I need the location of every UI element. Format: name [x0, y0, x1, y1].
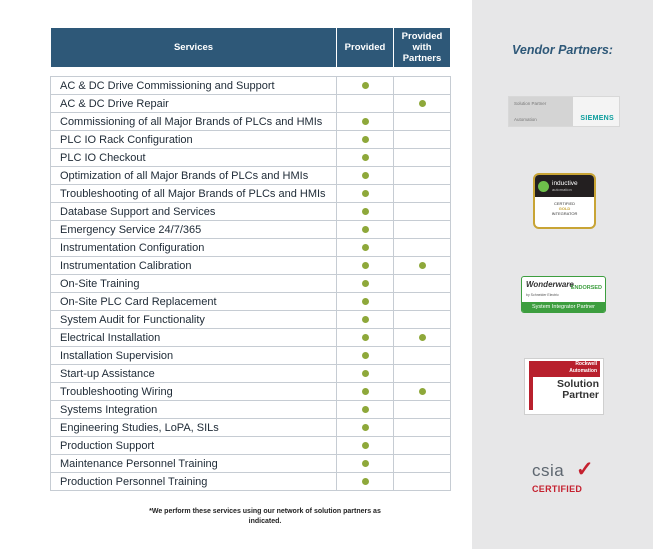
inductive-level: GOLD [558, 206, 571, 211]
service-name: Instrumentation Configuration [51, 239, 337, 257]
siemens-line1: Solution Partner [514, 101, 547, 106]
inductive-role: INTEGRATOR [551, 211, 578, 216]
provided-dot-icon [362, 190, 369, 197]
service-name: Optimization of all Major Brands of PLCs and HMIs [51, 167, 337, 185]
service-name: Engineering Studies, LoPA, SILs [51, 419, 337, 437]
service-name: AC & DC Drive Repair [51, 95, 337, 113]
inductive-brand: inductive [552, 180, 578, 187]
table-row [51, 167, 451, 185]
provided-cell [337, 401, 394, 419]
provided-cell [337, 329, 394, 347]
provided-cell [337, 113, 394, 131]
service-name: Commissioning of all Major Brands of PLCs and HMIs [51, 113, 337, 131]
csia-word: csia [532, 461, 565, 480]
siemens-logo [508, 96, 620, 127]
provided-cell [337, 473, 394, 491]
provided-dot-icon [362, 154, 369, 161]
provided-cell [337, 365, 394, 383]
csia-logo [532, 458, 594, 497]
service-name: On-Site PLC Card Replacement [51, 293, 337, 311]
service-name: Database Support and Services [51, 203, 337, 221]
service-name: On-Site Training [51, 275, 337, 293]
partners-cell [394, 311, 451, 329]
service-name: System Audit for Functionality [51, 311, 337, 329]
provided-dot-icon [362, 136, 369, 143]
partners-cell [394, 77, 451, 95]
service-name: Production Personnel Training [51, 473, 337, 491]
provided-dot-icon [362, 226, 369, 233]
table-row [51, 347, 451, 365]
service-name: Troubleshooting Wiring [51, 383, 337, 401]
inductive-sub: automation [552, 187, 572, 192]
provided-dot-icon [362, 82, 369, 89]
provided-dot-icon [362, 352, 369, 359]
wonderware-brand: Wonderware [526, 280, 574, 289]
csia-certified: CERTIFIED [532, 484, 583, 494]
provided-cell [337, 185, 394, 203]
provided-cell [337, 455, 394, 473]
wonderware-endorsed: ENDORSED [570, 285, 602, 291]
partners-cell [394, 473, 451, 491]
table-row [51, 419, 451, 437]
table-row [51, 437, 451, 455]
inductive-cert [535, 201, 594, 216]
gear-icon [538, 181, 549, 192]
vendor-partners-title: Vendor Partners: [512, 43, 613, 57]
provided-cell [337, 239, 394, 257]
rockwell-solution-partner [525, 379, 599, 401]
partners-cell [394, 113, 451, 131]
provided-cell [337, 383, 394, 401]
service-name: Electrical Installation [51, 329, 337, 347]
table-row [51, 383, 451, 401]
table-row [51, 221, 451, 239]
provided-cell [337, 95, 394, 113]
partners-cell [394, 383, 451, 401]
services-table [50, 27, 451, 491]
partners-cell [394, 239, 451, 257]
service-name: Instrumentation Calibration [51, 257, 337, 275]
header-services: Services [51, 28, 337, 68]
provided-cell [337, 77, 394, 95]
footnote: *We perform these services using our network of solution partners as indicated. [149, 508, 381, 525]
partners-cell [394, 203, 451, 221]
inductive-automation-logo [533, 173, 596, 229]
table-row [51, 293, 451, 311]
service-name: Troubleshooting of all Major Brands of PLCs and HMIs [51, 185, 337, 203]
partners-dot-icon [419, 388, 426, 395]
service-name: Emergency Service 24/7/365 [51, 221, 337, 239]
provided-dot-icon [362, 208, 369, 215]
header-provided: Provided [337, 28, 394, 68]
partners-cell [394, 257, 451, 275]
siemens-line2: Automation [514, 117, 537, 122]
provided-cell [337, 131, 394, 149]
provided-dot-icon [362, 442, 369, 449]
table-row [51, 203, 451, 221]
provided-dot-icon [362, 244, 369, 251]
siemens-brand: SIEMENS [580, 115, 614, 122]
table-row [51, 455, 451, 473]
provided-dot-icon [362, 172, 369, 179]
service-name: Maintenance Personnel Training [51, 455, 337, 473]
provided-cell [337, 221, 394, 239]
provided-dot-icon [362, 388, 369, 395]
table-row [51, 311, 451, 329]
provided-dot-icon [362, 424, 369, 431]
table-row [51, 401, 451, 419]
provided-dot-icon [362, 460, 369, 467]
header-provided-with-partners [394, 28, 451, 68]
service-name: Systems Integration [51, 401, 337, 419]
service-name: Start-up Assistance [51, 365, 337, 383]
header-partners-text: Provided with Partners [401, 31, 443, 64]
provided-cell [337, 257, 394, 275]
partners-dot-icon [419, 334, 426, 341]
partners-dot-icon [419, 262, 426, 269]
table-row [51, 275, 451, 293]
partners-cell [394, 329, 451, 347]
provided-dot-icon [362, 280, 369, 287]
inductive-header [535, 175, 594, 197]
provided-dot-icon [362, 118, 369, 125]
rockwell-partner: Partner [562, 389, 599, 401]
table-row [51, 239, 451, 257]
partners-cell [394, 419, 451, 437]
rockwell-band [529, 361, 600, 377]
table-header-row [51, 28, 451, 68]
wonderware-bar: System Integrator Partner [522, 302, 605, 312]
partners-dot-icon [419, 100, 426, 107]
service-name: Production Support [51, 437, 337, 455]
provided-cell [337, 149, 394, 167]
partners-cell [394, 95, 451, 113]
provided-cell [337, 293, 394, 311]
wonderware-by: by Schneider Electric [526, 293, 559, 297]
rockwell-logo [524, 358, 604, 415]
partners-cell [394, 455, 451, 473]
service-name: AC & DC Drive Commissioning and Support [51, 77, 337, 95]
table-row [51, 95, 451, 113]
table-row [51, 77, 451, 95]
table-row [51, 257, 451, 275]
table-row [51, 473, 451, 491]
service-name: Installation Supervision [51, 347, 337, 365]
partners-cell [394, 185, 451, 203]
table-row [51, 185, 451, 203]
provided-cell [337, 203, 394, 221]
rockwell-brand-line1: Rockwell [575, 361, 597, 367]
partners-cell [394, 347, 451, 365]
provided-cell [337, 437, 394, 455]
provided-cell [337, 347, 394, 365]
provided-cell [337, 275, 394, 293]
inductive-certified: CERTIFIED [553, 201, 576, 206]
table-row [51, 329, 451, 347]
provided-dot-icon [362, 478, 369, 485]
wonderware-logo [521, 276, 606, 313]
service-name: PLC IO Checkout [51, 149, 337, 167]
provided-dot-icon [362, 298, 369, 305]
services-table-body [51, 68, 451, 491]
partners-cell [394, 293, 451, 311]
service-name: PLC IO Rack Configuration [51, 131, 337, 149]
table-row [51, 131, 451, 149]
provided-dot-icon [362, 406, 369, 413]
table-row [51, 365, 451, 383]
provided-cell [337, 419, 394, 437]
provided-dot-icon [362, 370, 369, 377]
partners-cell [394, 149, 451, 167]
provided-dot-icon [362, 316, 369, 323]
partners-cell [394, 275, 451, 293]
checkmark-icon: ✓ [576, 458, 594, 481]
table-row [51, 149, 451, 167]
partners-cell [394, 131, 451, 149]
rockwell-solution: Solution [557, 378, 599, 390]
provided-dot-icon [362, 334, 369, 341]
partners-cell [394, 167, 451, 185]
partners-cell [394, 221, 451, 239]
table-row [51, 113, 451, 131]
provided-cell [337, 311, 394, 329]
provided-cell [337, 167, 394, 185]
partners-cell [394, 401, 451, 419]
rockwell-brand-line2: Automation [569, 368, 597, 374]
partners-cell [394, 365, 451, 383]
partners-cell [394, 437, 451, 455]
provided-dot-icon [362, 262, 369, 269]
